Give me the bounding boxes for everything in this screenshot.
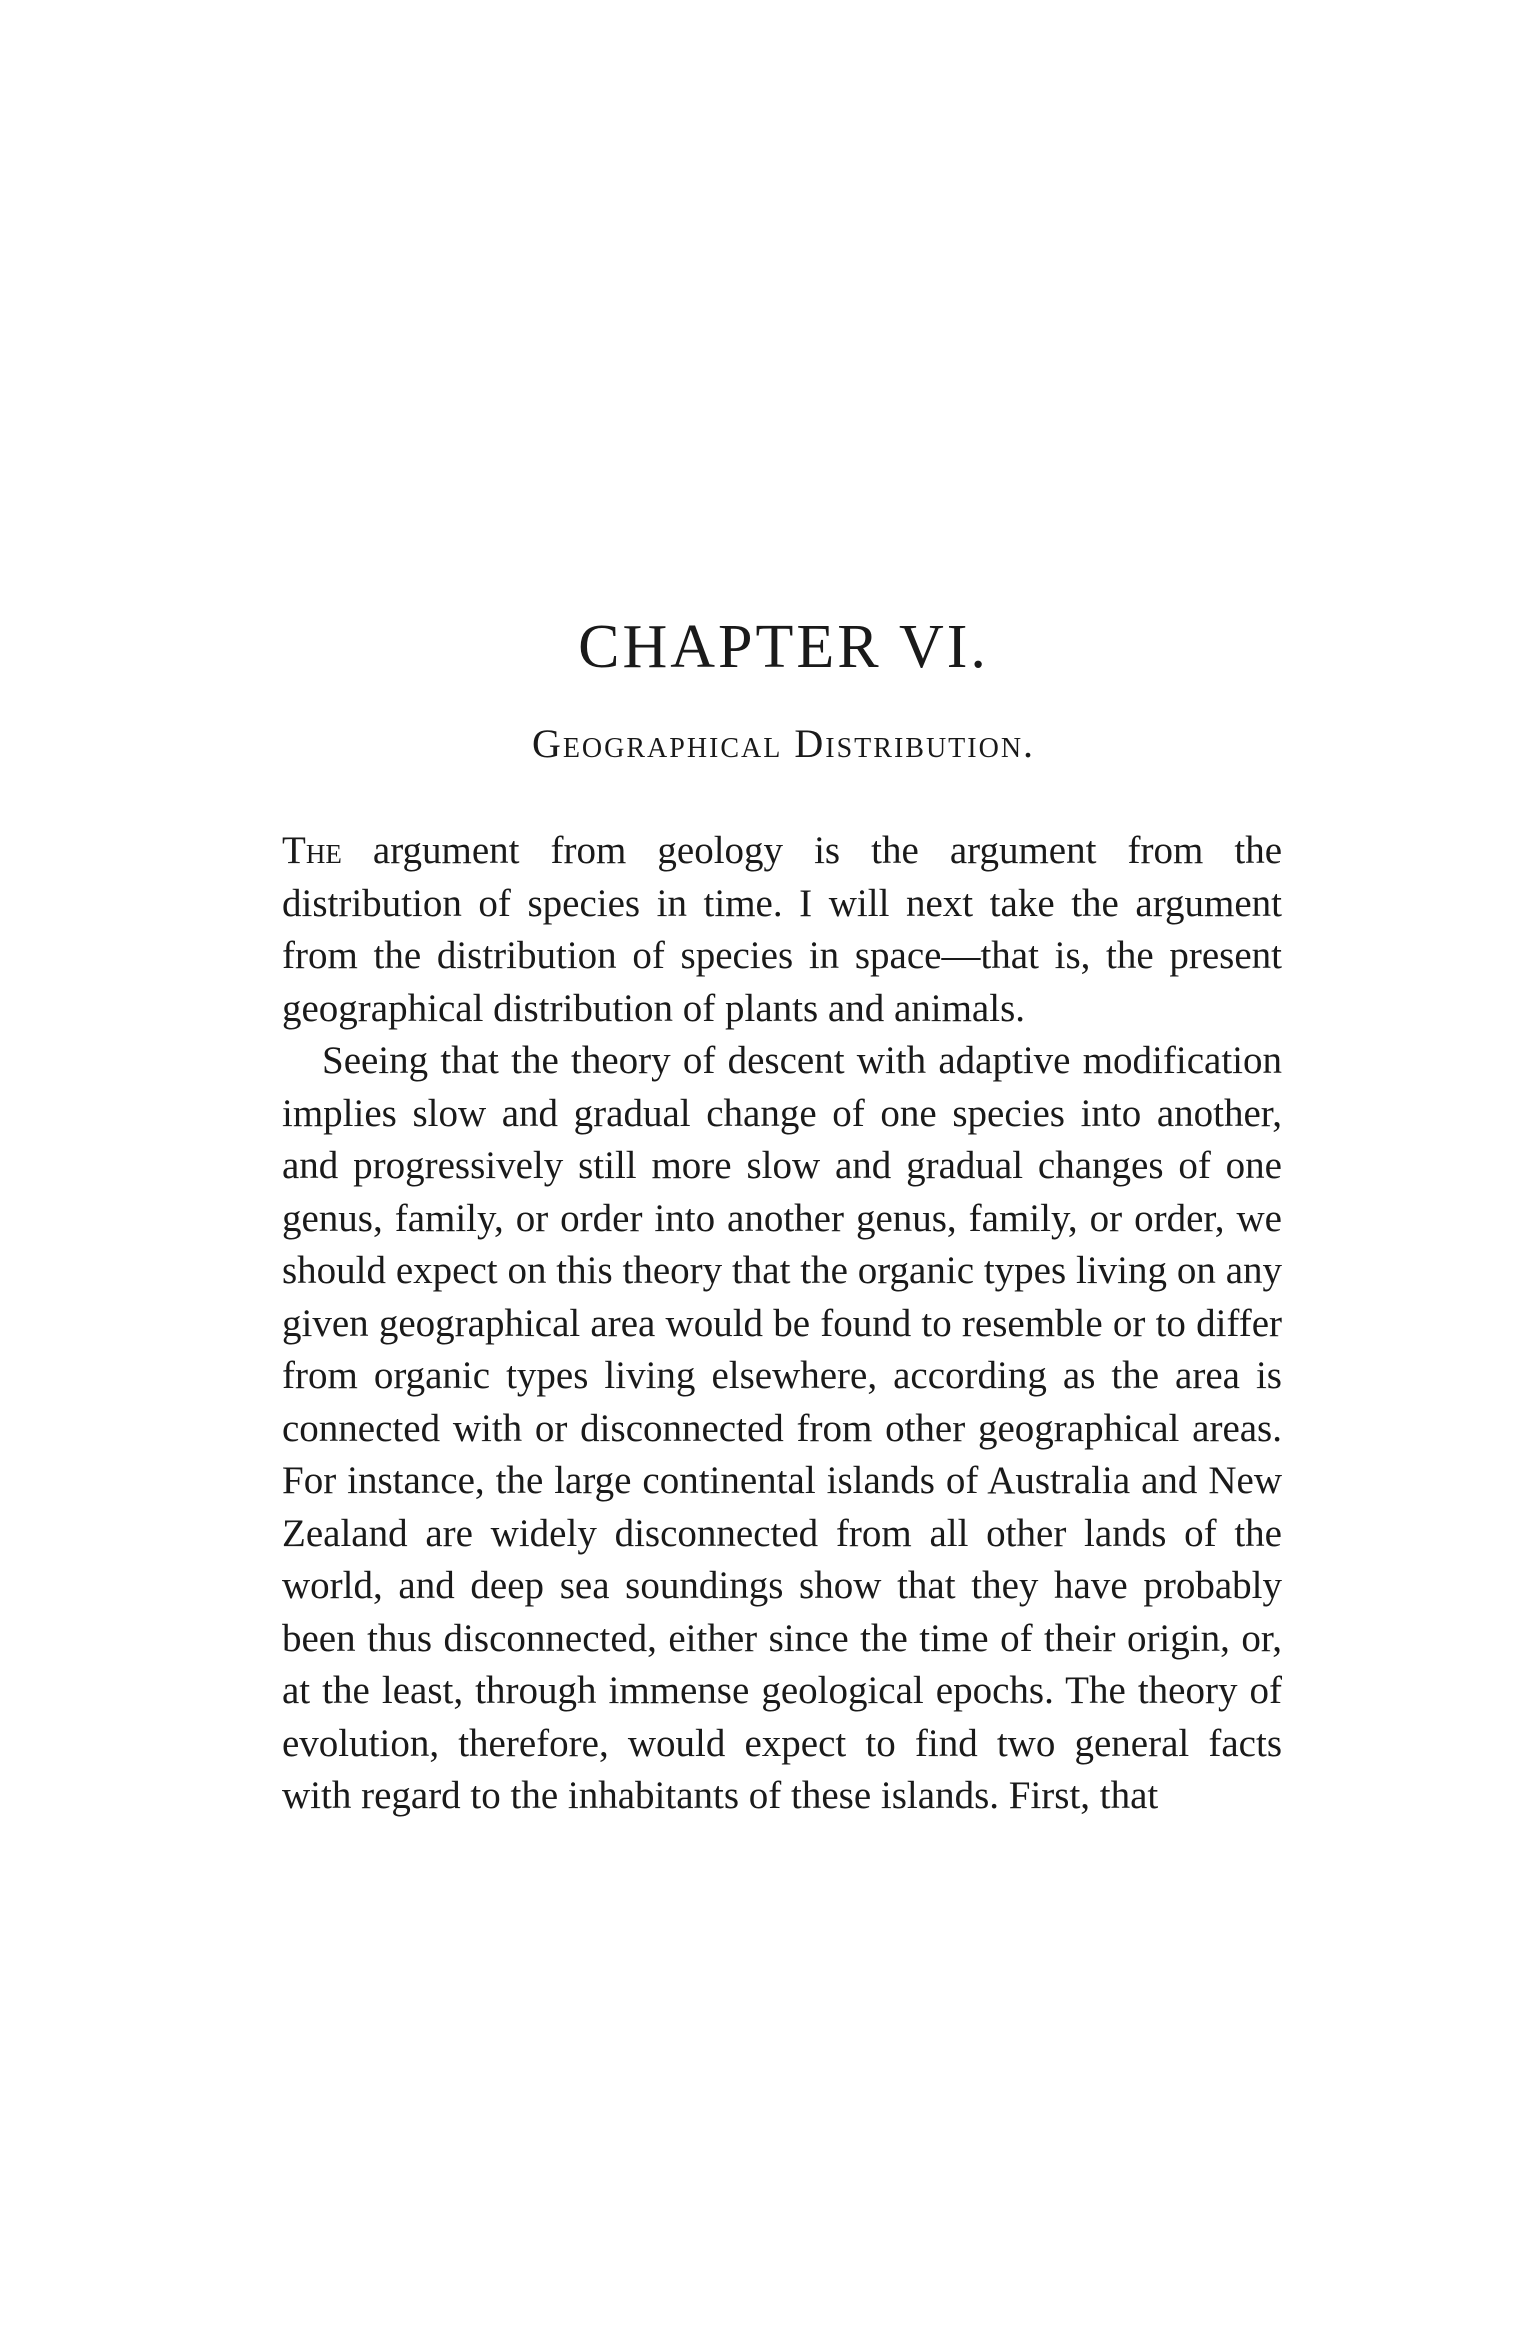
body-text bbox=[282, 825, 1282, 1823]
paragraph-2 bbox=[282, 1035, 1282, 1823]
chapter-title: CHAPTER VI. bbox=[578, 613, 989, 681]
paragraph-text: argument from geology is the argument from the distribution of species in time. I will next take the argument from the distribution of species in space—that is, the present geographical distribution of plants and animals. bbox=[282, 829, 1282, 1030]
paragraph-text: Seeing that the theory of descent with adaptive modification implies slow and gradual change of one species into another, and progressively still more slow and gradual changes of one genus, family, or order into another genus, family, or order, we should expect on this theory that the organic types living on any given geographical area would be found to resemble or to differ from organic types living elsewhere, according as the area is connected with or disconnected from other geographical areas. For instance, the large continental islands of Australia and New Zealand are widely disconnected from all other lands of the world, and deep sea soundings show that they have probably been thus disconnected, either since the time of their origin, or, at the least, through immense geological epochs. The theory of evolution, therefore, would expect to find two general facts with regard to the inhabitants of these islands. First, that bbox=[282, 1039, 1282, 1817]
section-title: Geographical Distribution. bbox=[531, 721, 1036, 766]
paragraph-lead-word: The bbox=[282, 829, 342, 872]
paragraph-1 bbox=[282, 825, 1282, 1035]
